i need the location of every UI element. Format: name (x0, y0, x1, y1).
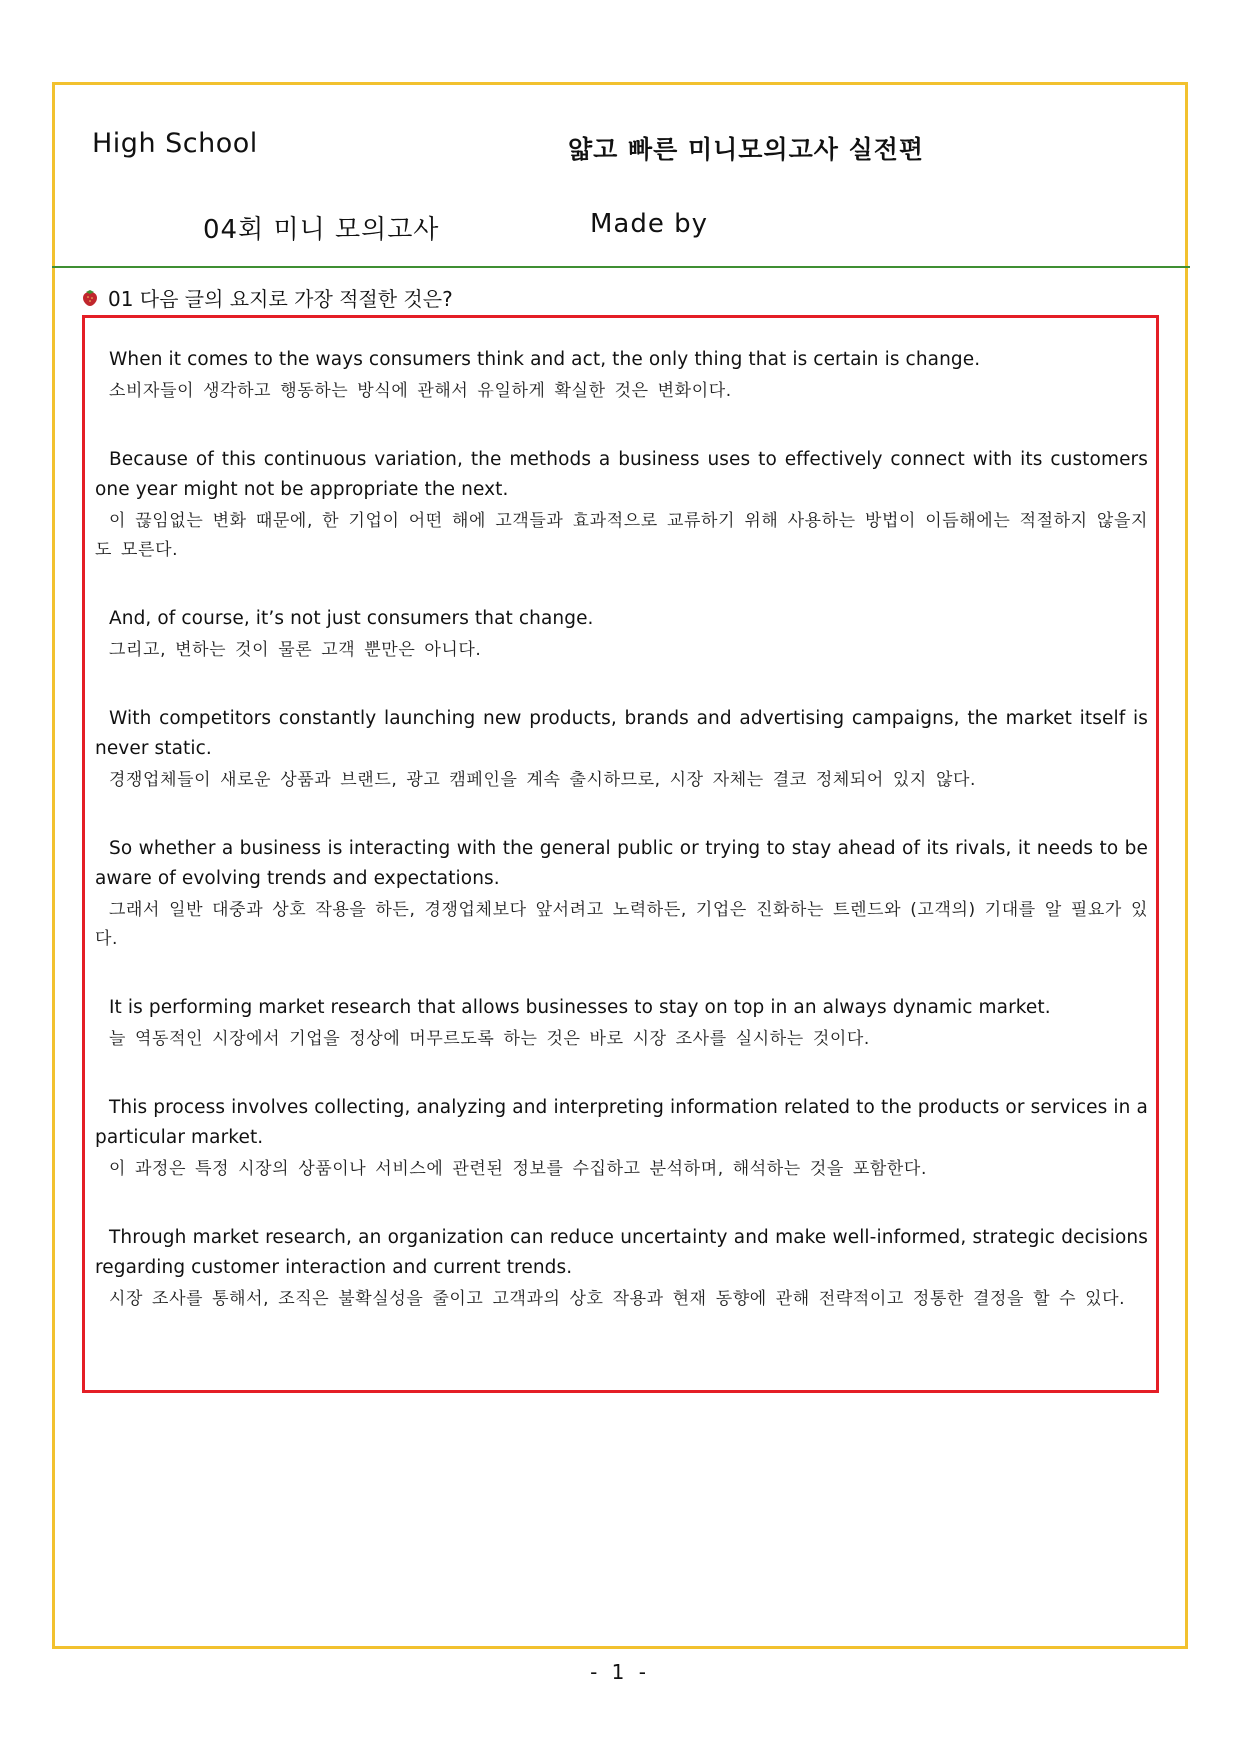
strawberry-icon (82, 288, 98, 307)
english-sentence: And, of course, it’s not just consumers that change. (109, 608, 594, 629)
sentence-pair (95, 993, 1148, 1054)
question-text: 01 다음 글의 요지로 가장 적절한 것은? (108, 286, 453, 311)
sentence-pair (95, 1093, 1148, 1184)
sentence-pair (95, 704, 1148, 795)
exam-title: 04회 미니 모의고사 (203, 215, 440, 245)
page-number: - 1 - (590, 1660, 650, 1684)
english-sentence: Through market research, an organization can reduce uncertainty and make well-informed, strategic decisions regarding customer interaction and current trends. (95, 1227, 1148, 1278)
sentence-pair (95, 1223, 1148, 1314)
english-sentence: When it comes to the ways consumers think and act, the only thing that is certain is change. (109, 349, 981, 370)
english-sentence: This process involves collecting, analyzing and interpreting information related to the products or services in a particular market. (95, 1097, 1148, 1148)
english-sentence: Because of this continuous variation, the methods a business uses to effectively connect with its customers one year might not be appropriate the next. (95, 449, 1148, 500)
korean-translation: 그리고, 변하는 것이 물론 고객 뿐만은 아니다. (109, 640, 482, 660)
english-sentence: It is performing market research that allows businesses to stay on top in an always dynamic market. (109, 997, 1051, 1018)
korean-translation: 그래서 일반 대중과 상호 작용을 하든, 경쟁업체보다 앞서려고 노력하든, 기업은 진화하는 트렌드와 (고객의) 기대를 알 필요가 있다. (95, 900, 1148, 949)
korean-translation: 시장 조사를 통해서, 조직은 불확실성을 줄이고 고객과의 상호 작용과 현재 동향에 관해 전략적이고 정통한 결정을 할 수 있다. (109, 1289, 1126, 1309)
english-sentence: With competitors constantly launching new products, brands and advertising campaigns, the market itself is never static. (95, 708, 1148, 759)
question-heading (82, 282, 453, 312)
korean-translation: 이 과정은 특정 시장의 상품이나 서비스에 관련된 정보를 수집하고 분석하며, 해석하는 것을 포함한다. (109, 1159, 927, 1179)
series-title: 얇고 빠른 미니모의고사 실전편 (568, 135, 925, 164)
sentence-pair (95, 445, 1148, 565)
korean-translation: 늘 역동적인 시장에서 기업을 정상에 머무르도록 하는 것은 바로 시장 조사를 실시하는 것이다. (109, 1029, 870, 1049)
korean-translation: 소비자들이 생각하고 행동하는 방식에 관해서 유일하게 확실한 것은 변화이다. (109, 381, 732, 401)
sentence-pair (95, 834, 1148, 954)
korean-translation: 경쟁업체들이 새로운 상품과 브랜드, 광고 캠페인을 계속 출시하므로, 시장 자체는 결코 정체되어 있지 않다. (109, 770, 977, 790)
english-sentence: So whether a business is interacting with the general public or trying to stay ahead of its rivals, it needs to be aware of evolving trends and expectations. (95, 838, 1148, 889)
passage-box (82, 315, 1159, 1393)
korean-translation: 이 끊임없는 변화 때문에, 한 기업이 어떤 해에 고객들과 효과적으로 교류하기 위해 사용하는 방법이 이듬해에는 적절하지 않을지도 모른다. (95, 511, 1148, 560)
header-divider (52, 266, 1190, 268)
author-label: Made by (590, 209, 709, 239)
school-level-label: High School (92, 128, 258, 159)
sentence-pair (95, 604, 1148, 665)
sentence-pair (95, 345, 1148, 406)
